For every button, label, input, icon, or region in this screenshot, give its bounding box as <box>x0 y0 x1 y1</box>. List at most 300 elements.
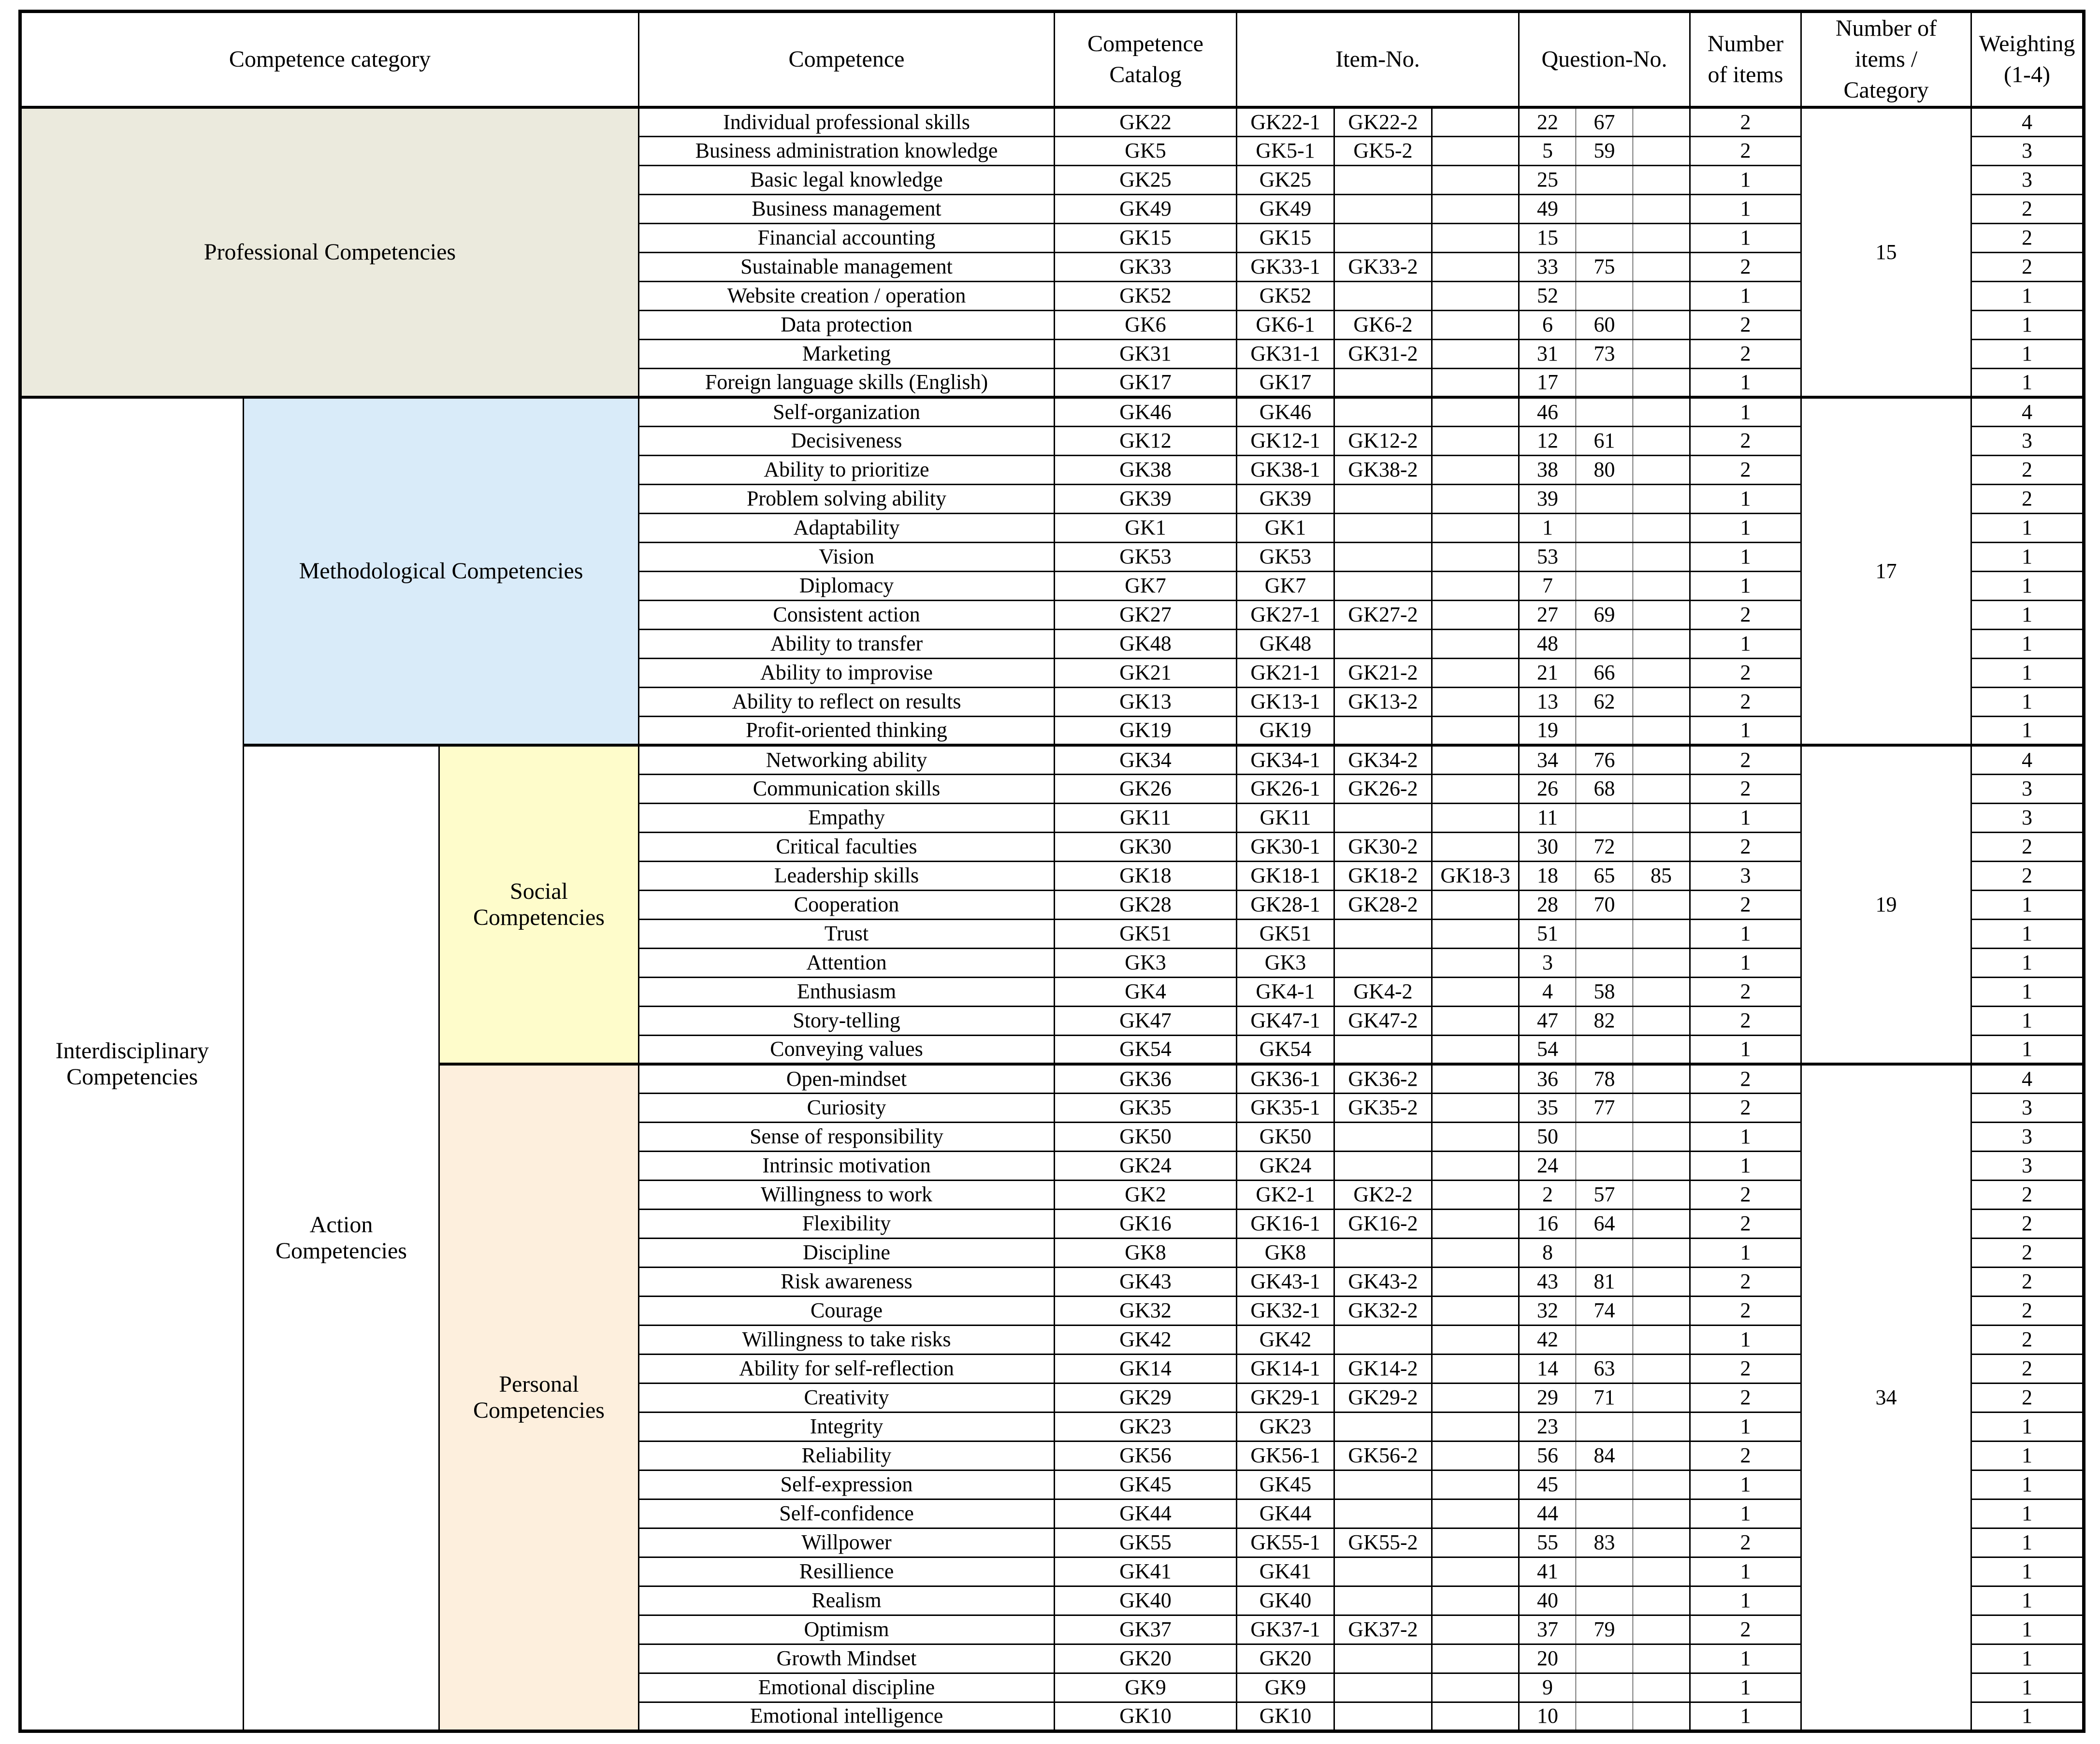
num-items-cell: 3 <box>1690 861 1801 890</box>
item-cell <box>1334 397 1432 426</box>
item-cell: GK13-2 <box>1334 687 1432 716</box>
item-cell <box>1334 1238 1432 1267</box>
question-cell <box>1576 397 1633 426</box>
competence-cell: Leadership skills <box>639 861 1055 890</box>
question-cell <box>1633 716 1690 745</box>
question-cell <box>1576 1586 1633 1615</box>
header-item-no: Item-No. <box>1237 12 1519 108</box>
question-cell: 17 <box>1519 368 1576 397</box>
item-cell: GK42 <box>1237 1325 1334 1354</box>
item-cell: GK35-2 <box>1334 1093 1432 1122</box>
num-items-cell: 2 <box>1690 107 1801 136</box>
item-cell <box>1432 1499 1519 1528</box>
competence-cell: Reliability <box>639 1441 1055 1470</box>
item-cell <box>1432 1441 1519 1470</box>
competence-cell: Integrity <box>639 1412 1055 1441</box>
weighting-cell: 2 <box>1971 1180 2084 1209</box>
catalog-cell: GK46 <box>1055 397 1237 426</box>
category-social-line2: Competencies <box>473 905 605 930</box>
header-num-items-line1: Number <box>1707 31 1784 57</box>
catalog-cell: GK56 <box>1055 1441 1237 1470</box>
item-cell: GK55-1 <box>1237 1528 1334 1557</box>
catalog-cell: GK13 <box>1055 687 1237 716</box>
category-professional-line1: Professional Competencies <box>203 239 456 265</box>
question-cell: 79 <box>1576 1615 1633 1644</box>
item-cell: GK43-1 <box>1237 1267 1334 1296</box>
weighting-cell: 1 <box>1971 1673 2084 1702</box>
item-cell <box>1432 1006 1519 1035</box>
question-cell <box>1633 745 1690 774</box>
catalog-cell: GK11 <box>1055 803 1237 832</box>
question-cell: 76 <box>1576 745 1633 774</box>
item-cell: GK18-1 <box>1237 861 1334 890</box>
item-cell <box>1432 542 1519 571</box>
header-num-items <box>1690 12 1801 108</box>
item-cell: GK11 <box>1237 803 1334 832</box>
item-cell <box>1432 1064 1519 1093</box>
item-cell <box>1432 484 1519 513</box>
weighting-cell: 1 <box>1971 716 2084 745</box>
item-cell <box>1432 1557 1519 1586</box>
question-cell <box>1633 774 1690 803</box>
weighting-cell: 1 <box>1971 1035 2084 1064</box>
question-cell <box>1633 426 1690 455</box>
item-cell <box>1432 629 1519 658</box>
question-cell: 61 <box>1576 426 1633 455</box>
item-cell <box>1432 890 1519 919</box>
weighting-cell: 2 <box>1971 861 2084 890</box>
question-cell <box>1576 1557 1633 1586</box>
competence-cell: Willingness to take risks <box>639 1325 1055 1354</box>
competence-cell: Data protection <box>639 310 1055 339</box>
table-row <box>20 745 2084 774</box>
weighting-cell: 2 <box>1971 1354 2084 1383</box>
item-cell <box>1432 1354 1519 1383</box>
item-cell: GK56-1 <box>1237 1441 1334 1470</box>
catalog-cell: GK23 <box>1055 1412 1237 1441</box>
question-cell: 64 <box>1576 1209 1633 1238</box>
question-cell: 66 <box>1576 658 1633 687</box>
competence-cell: Creativity <box>639 1383 1055 1412</box>
num-items-cell: 1 <box>1690 803 1801 832</box>
competence-cell: Trust <box>639 919 1055 948</box>
catalog-cell: GK24 <box>1055 1151 1237 1180</box>
question-cell <box>1633 571 1690 600</box>
num-items-cell: 2 <box>1690 1064 1801 1093</box>
question-cell <box>1576 223 1633 252</box>
item-cell <box>1334 716 1432 745</box>
item-cell <box>1432 1180 1519 1209</box>
header-weighting <box>1971 12 2084 108</box>
item-cell <box>1432 339 1519 368</box>
competence-cell: Sustainable management <box>639 252 1055 281</box>
question-cell <box>1633 687 1690 716</box>
item-cell <box>1432 1644 1519 1673</box>
weighting-cell: 1 <box>1971 339 2084 368</box>
question-cell: 49 <box>1519 194 1576 223</box>
catalog-cell: GK19 <box>1055 716 1237 745</box>
question-cell <box>1633 1615 1690 1644</box>
catalog-cell: GK30 <box>1055 832 1237 861</box>
num-items-cell: 2 <box>1690 774 1801 803</box>
competence-cell: Realism <box>639 1586 1055 1615</box>
question-cell <box>1633 455 1690 484</box>
item-cell <box>1432 1412 1519 1441</box>
weighting-cell: 2 <box>1971 484 2084 513</box>
weighting-cell: 3 <box>1971 803 2084 832</box>
question-cell <box>1633 919 1690 948</box>
num-items-cell: 2 <box>1690 1354 1801 1383</box>
item-cell: GK26-2 <box>1334 774 1432 803</box>
category-personal-line1: Personal <box>499 1371 579 1397</box>
question-cell <box>1576 919 1633 948</box>
question-cell: 38 <box>1519 455 1576 484</box>
question-cell: 44 <box>1519 1499 1576 1528</box>
num-items-cell: 2 <box>1690 977 1801 1006</box>
question-cell: 70 <box>1576 890 1633 919</box>
question-cell <box>1633 107 1690 136</box>
question-cell <box>1633 890 1690 919</box>
item-cell: GK53 <box>1237 542 1334 571</box>
question-cell: 48 <box>1519 629 1576 658</box>
competence-cell: Individual professional skills <box>639 107 1055 136</box>
question-cell: 21 <box>1519 658 1576 687</box>
item-cell: GK52 <box>1237 281 1334 310</box>
num-items-cell: 2 <box>1690 1296 1801 1325</box>
header-per-cat-line2: items / <box>1854 46 1918 72</box>
category-methodological-line1: Methodological Competencies <box>299 558 583 584</box>
num-items-cell: 2 <box>1690 339 1801 368</box>
num-items-cell: 2 <box>1690 687 1801 716</box>
item-cell <box>1432 658 1519 687</box>
question-cell: 83 <box>1576 1528 1633 1557</box>
item-cell <box>1334 629 1432 658</box>
question-cell <box>1633 1673 1690 1702</box>
num-items-cell: 1 <box>1690 1702 1801 1731</box>
catalog-cell: GK6 <box>1055 310 1237 339</box>
catalog-cell: GK9 <box>1055 1673 1237 1702</box>
question-cell <box>1633 1470 1690 1499</box>
item-cell <box>1432 687 1519 716</box>
num-items-cell: 2 <box>1690 252 1801 281</box>
item-cell: GK5-1 <box>1237 136 1334 165</box>
item-cell: GK3 <box>1237 948 1334 977</box>
num-items-cell: 1 <box>1690 397 1801 426</box>
item-cell <box>1334 803 1432 832</box>
competence-cell: Willingness to work <box>639 1180 1055 1209</box>
question-cell <box>1633 1267 1690 1296</box>
question-cell <box>1633 513 1690 542</box>
item-cell: GK37-2 <box>1334 1615 1432 1644</box>
question-cell: 58 <box>1576 977 1633 1006</box>
question-cell: 68 <box>1576 774 1633 803</box>
weighting-cell: 1 <box>1971 1528 2084 1557</box>
item-cell: GK4-2 <box>1334 977 1432 1006</box>
question-cell: 7 <box>1519 571 1576 600</box>
competence-cell: Intrinsic motivation <box>639 1151 1055 1180</box>
num-items-cell: 2 <box>1690 455 1801 484</box>
catalog-cell: GK27 <box>1055 600 1237 629</box>
item-cell: GK28-2 <box>1334 890 1432 919</box>
weighting-cell: 1 <box>1971 1644 2084 1673</box>
competence-cell: Risk awareness <box>639 1267 1055 1296</box>
item-cell <box>1432 194 1519 223</box>
question-cell: 11 <box>1519 803 1576 832</box>
weighting-cell: 1 <box>1971 890 2084 919</box>
catalog-cell: GK55 <box>1055 1528 1237 1557</box>
question-cell <box>1633 658 1690 687</box>
item-cell: GK21-1 <box>1237 658 1334 687</box>
question-cell: 41 <box>1519 1557 1576 1586</box>
catalog-cell: GK25 <box>1055 165 1237 194</box>
question-cell <box>1633 1093 1690 1122</box>
question-cell: 2 <box>1519 1180 1576 1209</box>
item-cell <box>1432 600 1519 629</box>
item-cell <box>1432 1470 1519 1499</box>
num-items-cell: 2 <box>1690 1528 1801 1557</box>
item-cell <box>1334 1586 1432 1615</box>
weighting-cell: 1 <box>1971 600 2084 629</box>
question-cell: 67 <box>1576 107 1633 136</box>
question-cell <box>1576 484 1633 513</box>
catalog-cell: GK52 <box>1055 281 1237 310</box>
header-row <box>20 12 2084 108</box>
question-cell <box>1576 1673 1633 1702</box>
question-cell <box>1633 1180 1690 1209</box>
competence-cell: Ability to prioritize <box>639 455 1055 484</box>
num-items-cell: 2 <box>1690 310 1801 339</box>
num-items-cell: 2 <box>1690 136 1801 165</box>
header-category: Competence category <box>20 12 639 108</box>
category-professional <box>20 107 639 397</box>
num-items-cell: 2 <box>1690 426 1801 455</box>
header-weight-line2: (1-4) <box>2004 62 2050 87</box>
competence-cell: Critical faculties <box>639 832 1055 861</box>
competence-cell: Diplomacy <box>639 571 1055 600</box>
catalog-cell: GK20 <box>1055 1644 1237 1673</box>
competence-cell: Conveying values <box>639 1035 1055 1064</box>
num-items-cell: 2 <box>1690 1209 1801 1238</box>
table-body <box>20 107 2084 1731</box>
question-cell <box>1633 629 1690 658</box>
competence-cell: Vision <box>639 542 1055 571</box>
question-cell: 31 <box>1519 339 1576 368</box>
num-items-cell: 2 <box>1690 1180 1801 1209</box>
category-interdisciplinary-line1: Interdisciplinary <box>55 1038 209 1064</box>
catalog-cell: GK2 <box>1055 1180 1237 1209</box>
item-cell <box>1432 1093 1519 1122</box>
question-cell: 25 <box>1519 165 1576 194</box>
question-cell: 65 <box>1576 861 1633 890</box>
question-cell: 52 <box>1519 281 1576 310</box>
catalog-cell: GK4 <box>1055 977 1237 1006</box>
category-social <box>439 745 639 1064</box>
question-cell <box>1633 1238 1690 1267</box>
item-cell: GK40 <box>1237 1586 1334 1615</box>
question-cell: 43 <box>1519 1267 1576 1296</box>
num-items-cell: 1 <box>1690 1673 1801 1702</box>
question-cell: 18 <box>1519 861 1576 890</box>
item-cell: GK18-2 <box>1334 861 1432 890</box>
item-cell: GK41 <box>1237 1557 1334 1586</box>
competence-cell: Adaptability <box>639 513 1055 542</box>
competence-cell: Open-mindset <box>639 1064 1055 1093</box>
question-cell: 16 <box>1519 1209 1576 1238</box>
question-cell: 57 <box>1576 1180 1633 1209</box>
question-cell: 82 <box>1576 1006 1633 1035</box>
question-cell: 72 <box>1576 832 1633 861</box>
competence-cell: Curiosity <box>639 1093 1055 1122</box>
weighting-cell: 4 <box>1971 107 2084 136</box>
question-cell: 37 <box>1519 1615 1576 1644</box>
item-cell <box>1334 1702 1432 1731</box>
header-weight-line1: Weighting <box>1979 31 2075 57</box>
question-cell <box>1633 136 1690 165</box>
item-cell <box>1334 368 1432 397</box>
question-cell <box>1633 281 1690 310</box>
item-cell: GK23 <box>1237 1412 1334 1441</box>
weighting-cell: 1 <box>1971 977 2084 1006</box>
catalog-cell: GK42 <box>1055 1325 1237 1354</box>
question-cell <box>1633 542 1690 571</box>
question-cell <box>1633 832 1690 861</box>
catalog-cell: GK15 <box>1055 223 1237 252</box>
item-cell <box>1432 252 1519 281</box>
competence-cell: Ability for self-reflection <box>639 1354 1055 1383</box>
question-cell <box>1633 339 1690 368</box>
competence-cell: Emotional discipline <box>639 1673 1055 1702</box>
item-cell: GK37-1 <box>1237 1615 1334 1644</box>
weighting-cell: 3 <box>1971 165 2084 194</box>
competence-cell: Business administration knowledge <box>639 136 1055 165</box>
weighting-cell: 1 <box>1971 542 2084 571</box>
question-cell: 23 <box>1519 1412 1576 1441</box>
header-per-cat-line1: Number of <box>1835 15 1937 41</box>
weighting-cell: 2 <box>1971 455 2084 484</box>
item-cell <box>1432 745 1519 774</box>
question-cell: 19 <box>1519 716 1576 745</box>
catalog-cell: GK45 <box>1055 1470 1237 1499</box>
num-items-cell: 1 <box>1690 281 1801 310</box>
weighting-cell: 2 <box>1971 1267 2084 1296</box>
catalog-cell: GK3 <box>1055 948 1237 977</box>
question-cell: 15 <box>1519 223 1576 252</box>
question-cell: 3 <box>1519 948 1576 977</box>
weighting-cell: 2 <box>1971 1296 2084 1325</box>
num-items-cell: 2 <box>1690 1267 1801 1296</box>
item-cell <box>1432 281 1519 310</box>
weighting-cell: 2 <box>1971 1383 2084 1412</box>
competence-cell: Willpower <box>639 1528 1055 1557</box>
item-cell <box>1432 1035 1519 1064</box>
question-cell <box>1576 1702 1633 1731</box>
question-cell <box>1633 803 1690 832</box>
weighting-cell: 3 <box>1971 1151 2084 1180</box>
question-cell: 6 <box>1519 310 1576 339</box>
competence-cell: Decisiveness <box>639 426 1055 455</box>
item-cell: GK17 <box>1237 368 1334 397</box>
weighting-cell: 4 <box>1971 745 2084 774</box>
item-cell <box>1334 1151 1432 1180</box>
item-cell <box>1432 368 1519 397</box>
category-interdisciplinary <box>20 397 244 1731</box>
question-cell <box>1633 194 1690 223</box>
competence-cell: Story-telling <box>639 1006 1055 1035</box>
question-cell: 56 <box>1519 1441 1576 1470</box>
weighting-cell: 4 <box>1971 397 2084 426</box>
num-items-cell: 1 <box>1690 513 1801 542</box>
question-cell: 30 <box>1519 832 1576 861</box>
num-items-cell: 1 <box>1690 1151 1801 1180</box>
competence-cell: Ability to improvise <box>639 658 1055 687</box>
item-cell: GK43-2 <box>1334 1267 1432 1296</box>
competence-cell: Cooperation <box>639 890 1055 919</box>
item-cell: GK30-1 <box>1237 832 1334 861</box>
question-cell <box>1633 368 1690 397</box>
weighting-cell: 1 <box>1971 1702 2084 1731</box>
question-cell <box>1633 1586 1690 1615</box>
item-cell: GK24 <box>1237 1151 1334 1180</box>
question-cell <box>1576 571 1633 600</box>
category-count-social: 19 <box>1801 745 1971 1064</box>
catalog-cell: GK5 <box>1055 136 1237 165</box>
question-cell <box>1633 397 1690 426</box>
question-cell: 69 <box>1576 600 1633 629</box>
num-items-cell: 1 <box>1690 1122 1801 1151</box>
item-cell <box>1334 571 1432 600</box>
item-cell: GK8 <box>1237 1238 1334 1267</box>
weighting-cell: 1 <box>1971 1557 2084 1586</box>
item-cell <box>1432 165 1519 194</box>
weighting-cell: 2 <box>1971 252 2084 281</box>
item-cell: GK27-1 <box>1237 600 1334 629</box>
weighting-cell: 1 <box>1971 658 2084 687</box>
catalog-cell: GK33 <box>1055 252 1237 281</box>
item-cell: GK31-2 <box>1334 339 1432 368</box>
question-cell <box>1576 1151 1633 1180</box>
item-cell <box>1334 281 1432 310</box>
question-cell <box>1633 1644 1690 1673</box>
item-cell <box>1432 1122 1519 1151</box>
item-cell: GK12-1 <box>1237 426 1334 455</box>
question-cell: 80 <box>1576 455 1633 484</box>
question-cell <box>1633 1557 1690 1586</box>
catalog-cell: GK7 <box>1055 571 1237 600</box>
question-cell: 47 <box>1519 1006 1576 1035</box>
competence-cell: Problem solving ability <box>639 484 1055 513</box>
question-cell: 62 <box>1576 687 1633 716</box>
question-cell <box>1633 1412 1690 1441</box>
num-items-cell: 1 <box>1690 629 1801 658</box>
item-cell: GK56-2 <box>1334 1441 1432 1470</box>
question-cell: 81 <box>1576 1267 1633 1296</box>
question-cell: 12 <box>1519 426 1576 455</box>
competence-cell: Ability to reflect on results <box>639 687 1055 716</box>
question-cell: 78 <box>1576 1064 1633 1093</box>
num-items-cell: 2 <box>1690 1093 1801 1122</box>
question-cell <box>1633 1383 1690 1412</box>
competence-cell: Growth Mindset <box>639 1644 1055 1673</box>
num-items-cell: 1 <box>1690 1325 1801 1354</box>
item-cell: GK6-1 <box>1237 310 1334 339</box>
question-cell <box>1576 281 1633 310</box>
question-cell <box>1633 484 1690 513</box>
num-items-cell: 2 <box>1690 745 1801 774</box>
num-items-cell: 1 <box>1690 919 1801 948</box>
item-cell <box>1334 1557 1432 1586</box>
question-cell <box>1633 1354 1690 1383</box>
item-cell: GK15 <box>1237 223 1334 252</box>
